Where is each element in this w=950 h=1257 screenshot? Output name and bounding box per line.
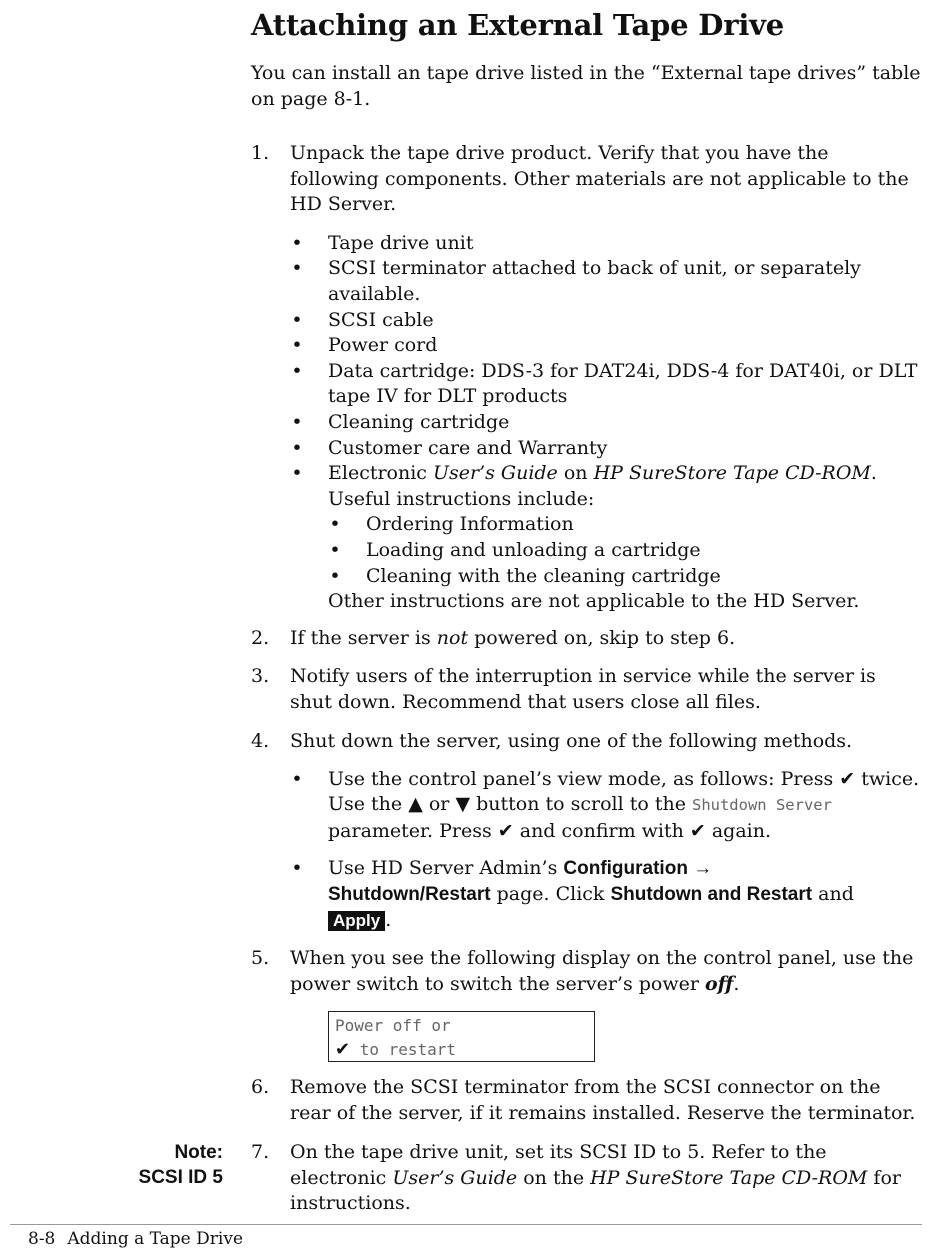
lcd-parameter-text: Shutdown Server <box>691 796 832 815</box>
list-item: • Loading and unloading a cartridge <box>328 538 923 564</box>
list-item: • Cleaning cartridge <box>290 410 923 436</box>
bullet-icon: • <box>291 257 303 280</box>
note-label: Note: <box>174 1142 223 1163</box>
bullet-icon: • <box>329 538 341 561</box>
step-number: 4. <box>251 730 270 752</box>
bullet-icon: • <box>329 513 341 536</box>
check-icon: ✔ <box>335 1039 351 1060</box>
lcd-line-1: Power off or <box>335 1016 451 1035</box>
list-item: • Customer care and Warranty <box>290 436 923 462</box>
step-number: 3. <box>251 665 270 687</box>
list-item-electronic-guide: • Electronic User’s Guide on HP SureStore Tape CD-ROM. Useful instructions include: • Ordering Information • Loading and unloading a cartridge • Cleaning with the cleaning cartridge Other instructions are not applicable to the HD Server. <box>290 461 923 615</box>
component-list <box>290 231 923 615</box>
step-1 <box>251 141 923 615</box>
footer-section-title: Adding a Tape Drive <box>67 1229 244 1249</box>
lcd-display <box>328 1011 595 1062</box>
step-text: Unpack the tape drive product. Verify that you have the following components. Other materials are not applicable to the HD Server. <box>290 142 909 216</box>
step-6 <box>251 1075 923 1126</box>
list-item: • Cleaning with the cleaning cartridge <box>328 564 923 590</box>
page-title: Attaching an External Tape Drive <box>251 8 785 42</box>
useful-instructions: Useful instructions include: <box>328 487 595 510</box>
list-item: • SCSI terminator attached to back of unit, or separately available. <box>291 257 861 305</box>
page-footer <box>28 1229 255 1249</box>
sub-list <box>328 512 923 589</box>
check-icon: ✔ <box>497 819 514 842</box>
bullet-icon: • <box>291 308 303 331</box>
bullet-icon: • <box>291 410 303 433</box>
shutdown-and-restart-label: Shutdown and Restart <box>610 883 813 905</box>
bullet-icon: • <box>291 231 303 254</box>
method-list <box>290 767 923 934</box>
list-item: • Ordering Information <box>328 512 923 538</box>
bullet-icon: • <box>291 359 303 382</box>
step-4 <box>251 729 923 933</box>
step-text: Notify users of the interruption in service while the server is shut down. Recommend that users close all files. <box>290 665 876 713</box>
bullet-icon: • <box>291 767 303 790</box>
bullet-icon: • <box>291 334 303 357</box>
other-instructions: Other instructions are not applicable to the HD Server. <box>328 590 860 613</box>
lcd-line-2: ✔ to restart <box>335 1039 457 1060</box>
bullet-icon: • <box>291 462 303 485</box>
step-number: 1. <box>251 142 270 164</box>
list-item: • Tape drive unit <box>290 231 923 257</box>
step-number: 2. <box>251 627 270 649</box>
check-icon: ✔ <box>839 767 856 790</box>
bullet-icon: • <box>291 436 303 459</box>
list-item: • SCSI cable <box>290 308 923 334</box>
note-text: SCSI ID 5 <box>138 1167 223 1188</box>
shutdown-restart-page-label: Shutdown/Restart <box>328 883 491 905</box>
step-number: 7. <box>251 1141 270 1163</box>
down-arrow-icon: ▼ <box>455 793 471 816</box>
method-admin-ui: • Use HD Server Admin’s Configuration → Shutdown/Restart page. Click Shutdown and Restart and Apply . <box>291 857 854 931</box>
step-number: 5. <box>251 947 270 969</box>
page-number: 8-8 <box>28 1229 56 1249</box>
bullet-icon: • <box>291 857 303 880</box>
check-icon: ✔ <box>689 819 706 842</box>
step-3 <box>251 664 923 715</box>
method-control-panel: • Use the control panel’s view mode, as follows: Press ✔ twice. Use the ▲ or ▼ button to scroll to the Shutdown Server parameter. Press ✔ and confirm with ✔ again. <box>291 767 920 842</box>
apply-button: Apply <box>328 911 385 931</box>
step-text: Remove the SCSI terminator from the SCSI connector on the rear of the server, if it remains installed. Reserve the terminator. <box>290 1076 916 1124</box>
step-2: 2. If the server is not powered on, skip to step 6. <box>251 626 923 652</box>
bullet-icon: • <box>329 564 341 587</box>
configuration-menu-label: Configuration → <box>563 858 713 880</box>
margin-note <box>139 1140 223 1190</box>
footer-divider <box>10 1224 922 1225</box>
up-arrow-icon: ▲ <box>408 793 423 816</box>
step-number: 6. <box>251 1076 270 1098</box>
intro-paragraph: You can install an tape drive listed in the “External tape drives” table on page 8-1. <box>251 62 921 110</box>
step-7: 7. On the tape drive unit, set its SCSI ID to 5. Refer to the electronic User’s Guide on the HP SureStore Tape CD-ROM for instructions. <box>251 1141 901 1215</box>
step-5: 5. When you see the following display on the control panel, use the power switch to switch the server’s power off. <box>251 947 914 995</box>
list-item: • Power cord <box>290 333 923 359</box>
list-item: • Data cartridge: DDS-3 for DAT24i, DDS-4 for DAT40i, or DLT tape IV for DLT products <box>291 359 918 408</box>
step-text: Shut down the server, using one of the following methods. <box>290 730 853 752</box>
